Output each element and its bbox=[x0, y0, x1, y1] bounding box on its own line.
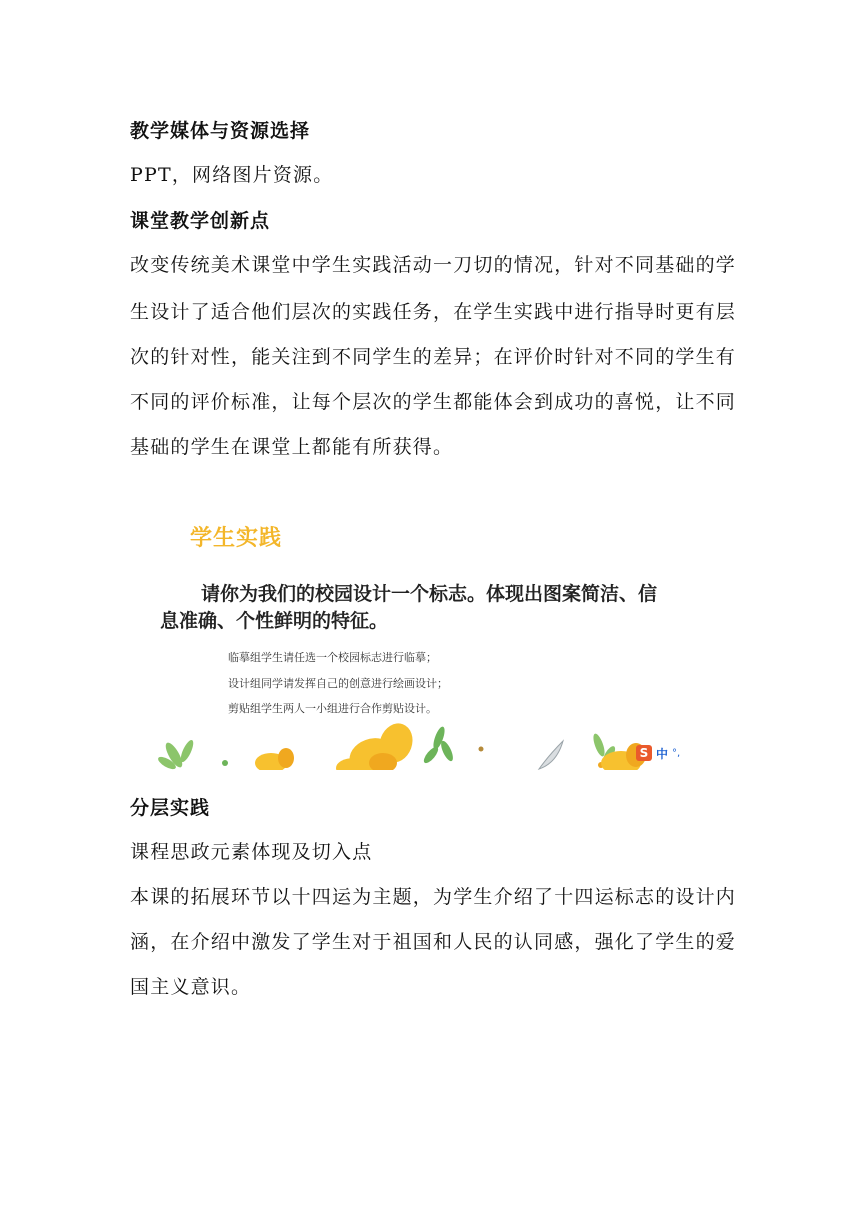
slide-task-line: 请你为我们的校园设计一个标志。体现出图案简洁、信 bbox=[201, 583, 658, 605]
leaf-decoration-left bbox=[156, 738, 228, 770]
media-heading: 教学媒体与资源选择 bbox=[130, 120, 311, 142]
ideology-line: 本课的拓展环节以十四运为主题，为学生介绍了十四运标志的设计内 bbox=[130, 886, 737, 908]
grey-leaf-decoration bbox=[539, 741, 563, 769]
yellow-flower bbox=[336, 719, 418, 770]
floral-decoration bbox=[131, 493, 697, 770]
ime-chinese-mode: 中 bbox=[656, 746, 669, 761]
slide-group-task: 设计组同学请发挥自己的创意进行绘画设计； bbox=[228, 677, 448, 690]
layered-practice-heading: 分层实践 bbox=[130, 797, 211, 819]
slide-group-task: 临摹组学生请任选一个校园标志进行临摹； bbox=[228, 651, 437, 664]
innovation-heading: 课堂教学创新点 bbox=[130, 210, 271, 232]
innovation-line: 次的针对性，能关注到不同学生的差异；在评价时针对不同的学生有 bbox=[130, 346, 737, 368]
innovation-line: 生设计了适合他们层次的实践任务，在学生实践中进行指导时更有层 bbox=[130, 301, 737, 323]
leaf-decoration-middle bbox=[422, 725, 484, 765]
ideology-line: 国主义意识。 bbox=[130, 976, 252, 998]
slide-title: 学生实践 bbox=[190, 526, 283, 551]
sogou-icon: S bbox=[636, 745, 652, 761]
slide-group-task: 剪贴组学生两人一小组进行合作剪贴设计。 bbox=[228, 702, 437, 715]
media-text: PPT，网络图片资源。 bbox=[130, 164, 334, 186]
ideology-line: 涵，在介绍中激发了学生对于祖国和人民的认同感，强化了学生的爱 bbox=[130, 931, 737, 953]
slide-task-line: 息准确、个性鲜明的特征。 bbox=[160, 610, 389, 632]
innovation-line: 不同的评价标准，让每个层次的学生都能体会到成功的喜悦，让不同 bbox=[130, 391, 737, 413]
ime-punctuation-icon: °, bbox=[672, 747, 681, 759]
ideology-subheading: 课程思政元素体现及切入点 bbox=[130, 841, 373, 863]
innovation-line: 改变传统美术课堂中学生实践活动一刀切的情况，针对不同基础的学 bbox=[130, 254, 737, 276]
yellow-flower-small bbox=[255, 748, 294, 770]
slide-screenshot bbox=[131, 493, 697, 770]
innovation-line: 基础的学生在课堂上都能有所获得。 bbox=[130, 436, 454, 458]
ime-toolbar[interactable] bbox=[636, 743, 696, 763]
